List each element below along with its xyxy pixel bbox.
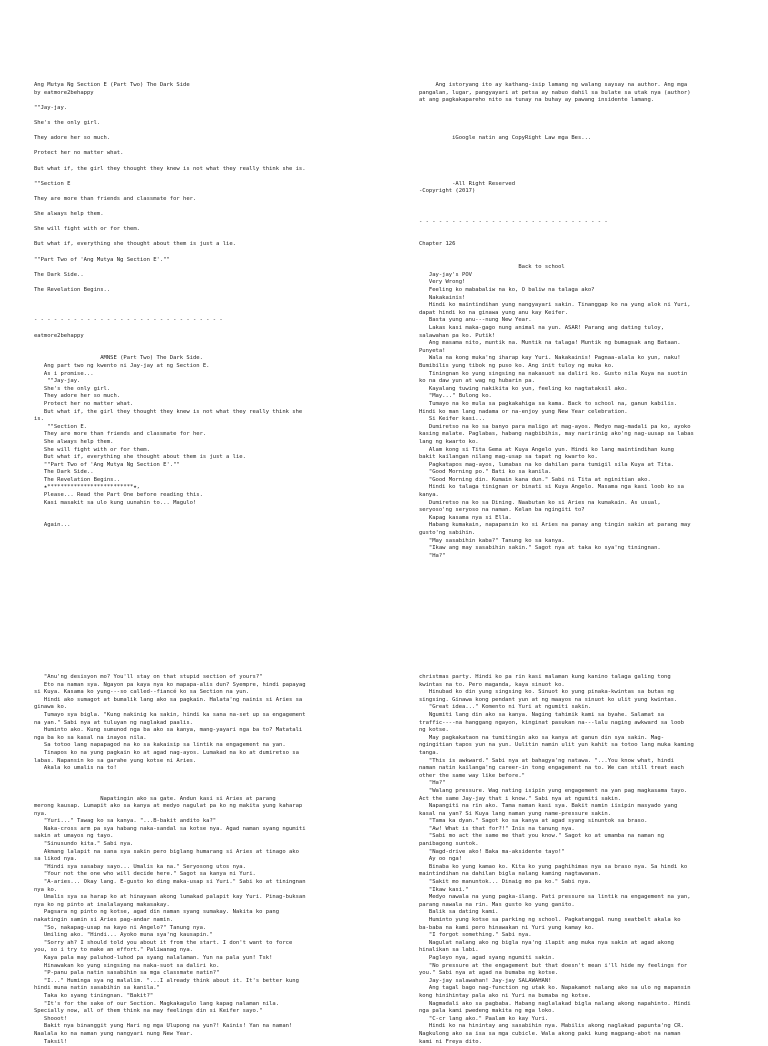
text-line: Alam kong si Tita Gema at Kuya Angelo yun. Hindi ko lang maintindihan kung xyxy=(419,447,759,455)
text-line: -All Right Reserved xyxy=(419,181,759,189)
page-4 xyxy=(419,674,759,1024)
text-line: bakit kailangan nilang mag-usap sa tapat ng kwarto ko. xyxy=(419,454,759,462)
text-line: - - - - - - - - - - - - - - - - - - - - - - - - - - - - - xyxy=(34,317,374,325)
text-line: "Walang pressure. Wag nating isipin yung engagement na yan pag magkasama tayo. xyxy=(419,788,759,796)
text-line xyxy=(419,257,759,265)
text-line: you." Sabi nya at agad na bumaba ng kotse. xyxy=(419,970,759,978)
text-line: na yan." Sabi nya at tuluyan ng naglakad paalis. xyxy=(34,720,374,728)
text-line: ""Section E. xyxy=(34,424,374,432)
text-line: "C-cr lang ako." Paalam ko kay Yuri. xyxy=(419,1016,759,1024)
text-line: Lakas kasi maka-gago nung animal na yun. ASAR! Parang ang dating tuloy, xyxy=(419,325,759,333)
text-line: naman natin kailanga'ng career-in tong engagement na to. We can still treat each xyxy=(419,765,759,773)
text-line: ""Part Two of 'Ang Mutya Ng Section E'."" xyxy=(34,257,374,265)
text-line xyxy=(34,128,374,136)
text-line: at ang pagkakapareho nito sa tunay na buhay ay pawang insidente lamang. xyxy=(419,97,759,105)
text-line: "Good Morning po." Bati ko sa kanila. xyxy=(419,469,759,477)
text-line xyxy=(419,249,759,257)
text-line: They adore her so much. xyxy=(34,135,374,143)
text-line: "I..." Humingа sya ng malalim. "...I already think about it. It's better kung xyxy=(34,978,374,986)
text-line: Again... xyxy=(34,522,374,530)
text-line xyxy=(34,780,374,788)
text-line: ba-baba na kami pero hinawakan ni Yuri yung kamay ko. xyxy=(419,925,759,933)
text-line: They are more than friends and classmate for her. xyxy=(34,431,374,439)
text-line: Habang kumakain, napapansin ko si Aries na panay ang tingin sakin at parang may xyxy=(419,522,759,530)
text-line: The Dark Side.. xyxy=(34,272,374,280)
text-line: The Revelation Begins.. xyxy=(34,287,374,295)
text-line: parang nawala na rin. Mas gusto ko yung ganito. xyxy=(419,902,759,910)
text-line: "Aw! What is that for?!" Inis na tanung nya. xyxy=(419,826,759,834)
text-line xyxy=(419,120,759,128)
text-line xyxy=(34,348,374,356)
text-line xyxy=(34,788,374,796)
text-line xyxy=(419,226,759,234)
text-line: Kasi masakit sa ulo kung uunahin to... Magulo! xyxy=(34,500,374,508)
text-line: "Good Morning din. Kumain kana dun." Sabi ni Tita at nginitian ako. xyxy=(419,477,759,485)
text-line xyxy=(34,188,374,196)
page-3 xyxy=(34,674,374,1046)
text-line: sa likod nya. xyxy=(34,856,374,864)
text-line xyxy=(34,773,374,781)
text-line: Nagmadali ako sa pagbaba. Habang naglalakad bigla nalang akong napahinto. Hindi xyxy=(419,1001,759,1009)
text-line: "Yuri..." Tawag ko sa kanya. "...B-bakit andito ka?" xyxy=(34,818,374,826)
text-line xyxy=(34,249,374,257)
text-line: "Tama ka dyan." Sagot ko sa kanya at agad syang sinuntok sa braso. xyxy=(419,818,759,826)
text-line: Binaba ko yung kamao ko. Kita ko yung paghihimas nya sa braso nya. Sa hindi ko xyxy=(419,864,759,872)
text-line: She will fight with or for them. xyxy=(34,447,374,455)
text-line: But what if, everything she thought about them is just a lie. xyxy=(34,454,374,462)
text-line xyxy=(419,112,759,120)
text-line: Hinawakan ko yung singsing na naka-suot sa daliri ko. xyxy=(34,963,374,971)
text-line: you, so i try to make an effort." Paliwanag nya. xyxy=(34,947,374,955)
text-line: Ngumiti lang din ako sa kanya. Naging tahimik kami sa byahe. Salamat sa xyxy=(419,712,759,720)
text-line: They adore her so much. xyxy=(34,393,374,401)
text-line xyxy=(34,340,374,348)
text-line xyxy=(419,128,759,136)
text-line: nya ko ng pinto at inalalayang makasakay. xyxy=(34,902,374,910)
text-line: sakin at umayos ng tayo. xyxy=(34,833,374,841)
text-line: "A-aries... Okay lang. E-gusto ko ding maka-usap si Yuri." Sabi ko at tiningnan xyxy=(34,879,374,887)
text-line: singsing. Ginawa kong pendant yun at ng maayos na sinuot ko ulit yung kwintas. xyxy=(419,697,759,705)
text-line: ginawa ko. xyxy=(34,704,374,712)
text-line: hinalikan sa labi. xyxy=(419,947,759,955)
text-line: "Ha?" xyxy=(419,553,759,561)
text-line: But what if, everything she thought about them is just a lie. xyxy=(34,241,374,249)
text-line: Dumiretso na ko sa banyo para maligo at mag-ayos. Medyo mag-madali pa ko, ayoko xyxy=(419,424,759,432)
text-line: Ay oo nga! xyxy=(419,856,759,864)
text-line xyxy=(34,302,374,310)
text-line: Ang istoryang ito ay kathang-isip lamang ng walang saysay na author. Ang mga xyxy=(419,82,759,90)
text-line: She's the only girl. xyxy=(34,386,374,394)
text-line: by eatmore2behappy xyxy=(34,90,374,98)
text-line: Pagkatapos mag-ayos, lumabas na ko dahilan para tumigil sila Kuya at Tita. xyxy=(419,462,759,470)
text-line: ★**************************★, xyxy=(34,484,374,492)
text-line: Naalala ko na naman yung nangyari nung New Year. xyxy=(34,1031,374,1039)
text-line: Tumayo na ko mula sa pagkakahiga sa kama. Back to school na, ganun kabilis. xyxy=(419,401,759,409)
text-line: Akala ko umalis na to! xyxy=(34,765,374,773)
text-line: traffic----na hanggang ngayon, kinginat pasukan na---lalu naging awkward sa loob xyxy=(419,720,759,728)
text-line: Please... Read the Part One before reading this. xyxy=(34,492,374,500)
text-line: nga ba ko sa kasal na inayos nila. xyxy=(34,735,374,743)
text-line: Very Wrong! xyxy=(419,279,759,287)
text-line: Umiling ako. "Hindi... Ayoko muna sya'ng kausapin." xyxy=(34,932,374,940)
text-line: other the same way like before." xyxy=(419,773,759,781)
text-line: "Ha?" xyxy=(419,780,759,788)
text-line: kwintas na to. Pero maganda, kaya sinuot ko. xyxy=(419,682,759,690)
text-line: The Revelation Begins.. xyxy=(34,477,374,485)
text-line: The Dark Side.. xyxy=(34,469,374,477)
text-line xyxy=(34,234,374,242)
text-line: christmas party. Hindi ko pa rin kasi malaman kung kanino talaga galing tong xyxy=(419,674,759,682)
text-line: Sa totoo lang napapagod na ko sa kakaisip sa lintik na engagement na yan. xyxy=(34,742,374,750)
text-line: AMNSE (Part Two) The Dark Side. xyxy=(34,355,374,363)
text-line: kami ni Freya dito. xyxy=(419,1039,759,1046)
text-line: "Great idea..." Komento ni Yuri at ngumiti sakin. xyxy=(419,704,759,712)
text-line: Huminto yung kotse sa parking ng school. Pagkatanggal nung seatbelt akala ko xyxy=(419,917,759,925)
text-line: Bakit nya binanggit yung Hari ng mga Ulupong na yun?! Kainis! Yan na naman! xyxy=(34,1023,374,1031)
text-line: - - - - - - - - - - - - - - - - - - - - - - - - - - - - - xyxy=(419,219,759,227)
text-line: nga pala kami pwedeng makita ng mga loko. xyxy=(419,1008,759,1016)
text-line: As i promise... xyxy=(34,371,374,379)
text-line xyxy=(419,173,759,181)
text-line xyxy=(419,143,759,151)
page-2 xyxy=(419,82,759,560)
text-line: Ang Mutya Ng Section E (Part Two) The Dark Side xyxy=(34,82,374,90)
text-line: tanga. xyxy=(419,750,759,758)
text-line: Feeling ko mababaliw na ko, O baliw na talaga ako? xyxy=(419,287,759,295)
text-line: Umalis sya sa harap ko at hinayaan akong lumakad palapit kay Yuri. Pinag-buksan xyxy=(34,894,374,902)
text-line: Jay-jay's POV xyxy=(419,272,759,280)
text-line: But what if, the girl they thought they knew is not what they really think she is. xyxy=(34,166,374,174)
text-line xyxy=(419,166,759,174)
text-line xyxy=(34,97,374,105)
text-line: ""Part Two of 'Ang Mutya Ng Section E'."" xyxy=(34,462,374,470)
text-line: ""Section E xyxy=(34,181,374,189)
text-line: Kaya pala may paluhod-luhod pa syang nalalaman. Yun na pala yun! Tsk! xyxy=(34,955,374,963)
text-line: "Sorry ah? I should told you about it from the start. I don't want to force xyxy=(34,940,374,948)
text-line: Hindi ako sumagot at bumalik lang ako sa pagkain. Halata'ng nainis si Aries sa xyxy=(34,697,374,705)
text-line xyxy=(34,507,374,515)
text-line: "Ikaw ang may sasabihin sakin." Sagot nya at taka ko sya'ng tiningnan. xyxy=(419,545,759,553)
text-line: Punyeta! xyxy=(419,348,759,356)
text-line: si Kuya. Kasama ko yung---so called--fiancé ko sa Section na yun. xyxy=(34,689,374,697)
text-line xyxy=(34,515,374,523)
text-line: "Sakit mo manuntok... Dinaig mo pa ko." Sabi nya. xyxy=(419,879,759,887)
text-line: Ang masama nito, muntik na. Muntik na talaga! Muntik ng bumagsak ang Bataan. xyxy=(419,340,759,348)
text-line: lang ng kwarto ko. xyxy=(419,439,759,447)
text-line: Akmang lalapit na sana sya sakin pero biglang humarang si Aries at tinago ako xyxy=(34,849,374,857)
text-line: labas. Napansin ko sa garahe yung kotse ni Aries. xyxy=(34,758,374,766)
text-line: kong hinihintay pala ako ni Yuri na bumaba ng kotse. xyxy=(419,993,759,1001)
text-line: panibagong suntok. xyxy=(419,841,759,849)
text-line: pangalan, lugar, pangyayari at petsa ay nabuo dahil sa bulate sa utak nya (author) xyxy=(419,90,759,98)
text-line: But what if, the girl they thought they knew is not what they really think she xyxy=(34,409,374,417)
text-line: Taksil! xyxy=(34,1039,374,1046)
text-line: Pagsara ng pinto ng kotse, agad din naman syang sumakay. Nakita ko pang xyxy=(34,909,374,917)
text-line: Wala na kong muka'ng iharap kay Yuri. Nakakainis! Pagnaa-alala ko yun, naku! xyxy=(419,355,759,363)
text-line xyxy=(34,112,374,120)
text-line: seryoso'ng seryoso na naman. Kelan ba ngingiti to? xyxy=(419,507,759,515)
text-line: "May..." Bulong ko. xyxy=(419,393,759,401)
text-line: Huminto ako. Kung sumunod nga ba ako sa kanya, mang-yayari nga ba to? Matatali xyxy=(34,727,374,735)
text-line: Ang part two ng kwento ni Jay-jay at ng Section E. xyxy=(34,363,374,371)
text-line xyxy=(419,150,759,158)
text-line: Protect her no matter what. xyxy=(34,401,374,409)
text-line: "No pressure at the engagement but that doesn't mean i'll hide my feelings for xyxy=(419,963,759,971)
text-line: Eto na naman sya. Ngayon pa kaya nya ko mapapa-alis dun? Syempre, hindi papayag xyxy=(34,682,374,690)
text-line: May pagkakataon na tumitingin ako sa kanya at ganun din sya sakin. Mag- xyxy=(419,735,759,743)
text-line: nya ko. xyxy=(34,887,374,895)
text-line: Jay-jay salawahan! Jay-jay SALAWAHAN! xyxy=(419,978,759,986)
text-line: merong kausap. Lumapit ako sa kanya at medyo nagulat pa ko ng makita yung kaharap xyxy=(34,803,374,811)
text-line: kanya. xyxy=(419,492,759,500)
text-line: She always help them. xyxy=(34,211,374,219)
text-line: Nagulat nalang ako ng bigla nya'ng ilapit ang muka nya sakin at agad akong xyxy=(419,940,759,948)
text-line: Kapag kasama nya si Ella. xyxy=(419,515,759,523)
text-line xyxy=(34,219,374,227)
text-line: Napatingin ako sa gate. Andun kasi si Aries at parang xyxy=(34,796,374,804)
text-line xyxy=(34,143,374,151)
text-line xyxy=(34,158,374,166)
text-line: Tumayo sya bigla. "Kung nakinig ka sakin, hindi ka sana na-set up sa engagement xyxy=(34,712,374,720)
text-line: "Ikaw kasi." xyxy=(419,887,759,895)
text-line: is. xyxy=(34,416,374,424)
text-line: "Sabi mo act the same me that you know." Sagot ko at umamba na naman ng xyxy=(419,833,759,841)
text-line: Hindi ko maintindihan yung nangyayari sakin. Tinanggap ko na yung alok ni Yuri, xyxy=(419,302,759,310)
text-line: Specially now, all of them think na may feelings din si Keifer sayo." xyxy=(34,1008,374,1016)
text-line: dapat hindi ko na ginawa yung anu kay Keifer. xyxy=(419,310,759,318)
text-line: Medyo nawala na yung pagka-ilang. Pati pressure sa lintik na engagement na yan, xyxy=(419,894,759,902)
text-line: "So, nakapag-usap na kayo ni Angelo?" Tanung nya. xyxy=(34,925,374,933)
text-line: Nagkulong ako sa isa sa mga cubicle. Wala akong paki kung magpang-abot na naman xyxy=(419,1031,759,1039)
text-line xyxy=(34,173,374,181)
text-line: "Hindi sya sasabay sayo... Umalis ka na." Seryosong utos nya. xyxy=(34,864,374,872)
text-line: eatmore2behappy xyxy=(34,333,374,341)
text-line: iGoogle natin ang CopyRight Law mga Bes... xyxy=(419,135,759,143)
text-line: They are more than friends and classmate for her. xyxy=(34,196,374,204)
text-line: "This is awkward." Sabi nya at bahagya'ng natawa. "...You know what, hindi xyxy=(419,758,759,766)
text-line: kasal na yan? Si Kuya lang naman yung name-pressure sakin. xyxy=(419,811,759,819)
text-line: "Sinusundo kita." Sabi nya. xyxy=(34,841,374,849)
text-line: Tinapos ko na yung pagkain ko at agad nag-ayos. Lumakad na ko at dumiretso sa xyxy=(34,750,374,758)
text-line: "I forgot something." Sabi nya. xyxy=(419,932,759,940)
text-line: Ang tagal bago nag-function ng utak ko. Napakamot nalang ako sa ulo ng mapansin xyxy=(419,985,759,993)
text-line xyxy=(34,295,374,303)
text-line: maintindihan na dahilan bigla nalang kaming nagtawanan. xyxy=(419,871,759,879)
text-line: Balik sa dating kami. xyxy=(419,909,759,917)
text-line: Nakakainis! xyxy=(419,295,759,303)
text-line: -Copyright (2017) xyxy=(419,188,759,196)
text-line: ""Jay-jay. xyxy=(34,378,374,386)
text-line: Chapter 126 xyxy=(419,241,759,249)
text-line: Back to school xyxy=(419,264,759,272)
text-line xyxy=(419,211,759,219)
text-line xyxy=(34,264,374,272)
text-line: Basta yung anu---nung New Year. xyxy=(419,317,759,325)
text-line: Napangiti na rin ako. Tama naman kasi sya. Bakit namin iisipin masyado yang xyxy=(419,803,759,811)
text-line: Si Keifer kasi... xyxy=(419,416,759,424)
text-line: Act the same Jay-jay that i know." Sabi nya at ngumiti sakin. xyxy=(419,796,759,804)
text-line: Kayalang tuwing nakikita ko yun, feeling ko nagtataksil ako. xyxy=(419,386,759,394)
text-line xyxy=(34,310,374,318)
text-line xyxy=(34,204,374,212)
text-line: "It's for the sake of our Section. Magkakagulo lang kapag nalaman nila. xyxy=(34,1001,374,1009)
text-line: kasing malate. Paglabas, habang nagbibihis, may naririnig ako'ng nag-uusap sa labas xyxy=(419,431,759,439)
text-line: gusto'ng sabihin. xyxy=(419,530,759,538)
text-line: "Nagd-drive ako! Baka ma-aksidente tayo!" xyxy=(419,849,759,857)
text-line: She will fight with or for them. xyxy=(34,226,374,234)
text-line: Protect her no matter what. xyxy=(34,150,374,158)
text-line: "P-panu pala natin sasabihin sa mga classmate natin?" xyxy=(34,970,374,978)
text-line xyxy=(34,325,374,333)
text-line: She always help them. xyxy=(34,439,374,447)
text-line: salawahan pa ko. Putik! xyxy=(419,333,759,341)
text-line xyxy=(34,279,374,287)
page-1 xyxy=(34,82,374,530)
text-line: "May sasabihin kaba?" Tanung ko sa kanya. xyxy=(419,538,759,546)
text-line: Hinubad ko din yung singsing ko. Sinuot ko yung pinaka-kwintas sa butas ng xyxy=(419,689,759,697)
text-line: Hindi ko na hinintay ang sasabihin nya. Mabilis akong naglakad papunta'ng CR. xyxy=(419,1023,759,1031)
text-line: ngingitian tapos yun na yun. Uulitin namin ulit yun kahit sa totoo lang muka kaming xyxy=(419,742,759,750)
text-line: "Anu'ng desisyon mo? You'll stay on that stupid section of yours?" xyxy=(34,674,374,682)
text-line: nya. xyxy=(34,811,374,819)
text-line: "Your not the one who will decide here." Sagot sa kanya ni Yuri. xyxy=(34,871,374,879)
text-line xyxy=(419,158,759,166)
text-line: ko na daw yun at wag ng hubarin pa. xyxy=(419,378,759,386)
text-line xyxy=(419,234,759,242)
text-line: She's the only girl. xyxy=(34,120,374,128)
text-line xyxy=(419,105,759,113)
text-line xyxy=(419,196,759,204)
text-line: Pagleyo nya, agad syang ngumiti sakin. xyxy=(419,955,759,963)
text-line: nakatingin samin si Aries pag-andar namin. xyxy=(34,917,374,925)
text-line: ""Jay-jay. xyxy=(34,105,374,113)
text-line: Naka-cross arm pa sya habang naka-sandal sa kotse nya. Agad naman syang ngumiti xyxy=(34,826,374,834)
text-line: ng kotse. xyxy=(419,727,759,735)
text-line: Hindi ko man lang nadama or na-enjoy yung New Year celebration. xyxy=(419,409,759,417)
text-line xyxy=(419,204,759,212)
text-line: Shooot! xyxy=(34,1016,374,1024)
text-line: Tiningnan ko yung singsing na nakasuot sa daliri ko. Gusto nila Kuya na suotin xyxy=(419,371,759,379)
text-line: Bumibilis yung tibok ng puso ko. Ang init tuloy ng muka ko. xyxy=(419,363,759,371)
text-line: Dumiretso na ko sa Dining. Naabutan ko si Aries na kumakain. As usual, xyxy=(419,500,759,508)
text-line: hindi muna natin sasabihin sa kanila." xyxy=(34,985,374,993)
text-line: Hindi ko talaga tinignan or binati si Kuya Angelo. Masama nga kasi loob ko sa xyxy=(419,484,759,492)
text-line: Taka ko syang tiningnan. "Bakit?" xyxy=(34,993,374,1001)
